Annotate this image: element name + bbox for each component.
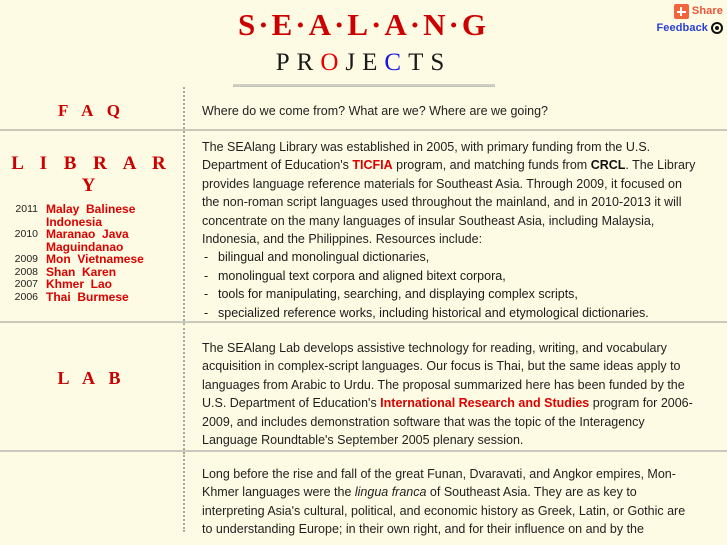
library-vertical-divider: [183, 131, 186, 321]
library-language-link[interactable]: Maranao Java: [46, 227, 129, 241]
history-vertical-divider: [183, 452, 186, 532]
lab-left-column: [0, 323, 183, 450]
library-left-column: [0, 131, 183, 321]
lab-vertical-divider: [183, 323, 186, 450]
library-year-number: 2009: [14, 253, 38, 265]
brand-letter-e: E: [362, 49, 385, 76]
history-para-part-1: Long before the rise and fall of the great Funan, Dvaravati, and Angkor empires, Mon-Khmer languages were the: [202, 467, 676, 500]
library-year-languages: [46, 216, 129, 254]
section-title-lab[interactable]: L A B: [57, 368, 126, 388]
library-resource-item: [202, 304, 697, 322]
lab-para-part-1: The SEAlang Lab develops assistive technology for reading, writing, and vocabulary acquisition in complex-script languages. Our focus is Thai, but the same ideas apply to languages from Arabic to Urdu. The proposal summarized here has been funded by the U.S. Department of Education's: [202, 341, 685, 411]
history-para-part-2: of Southeast Asia. They are as key to interpreting Asia's cultural, political, and economic history as Greek, Latin, or Gothic are to understanding Europe; in their own right, and for their influence on and by the: [202, 485, 686, 537]
library-para-part-3: . The Library provides language reference materials for Southeast Asia. Through 2009, it focused on the non-roman script languages used throughout the mainland, and in 2010-2013 it will concentrate on the many languages of insular Southeast Asia, including Malaysia, Indonesia, and the Philippines. Resources include:: [202, 158, 696, 247]
brand-letter-r: R: [296, 49, 321, 76]
faq-vertical-divider: [183, 87, 186, 129]
history-paragraph: [202, 465, 697, 539]
library-resource-item: [202, 248, 697, 266]
brand-sealang: S·E·A·L·A·N·G: [238, 7, 489, 42]
lab-link-irs[interactable]: International Research and Studies: [380, 396, 590, 411]
library-year-list: [0, 203, 183, 303]
section-faq: [0, 87, 727, 129]
library-link-ticfia[interactable]: TICFIA: [352, 158, 393, 173]
library-language-link[interactable]: Shan Karen: [46, 264, 117, 279]
library-resources-list: [202, 248, 697, 322]
bullet-dash-icon: -: [204, 287, 209, 302]
library-year-number: 2008: [14, 265, 38, 278]
target-dot-icon: [711, 22, 723, 34]
faq-text: Where do we come from? What are we? Where are we going?: [202, 104, 548, 118]
library-content: [202, 131, 727, 321]
masthead: [0, 0, 727, 87]
section-library: [0, 129, 727, 321]
library-para-part-1: The SEAlang Library was established in 2005, with primary funding from the U.S. Department of Education's: [202, 140, 651, 173]
lab-content: [202, 323, 727, 450]
library-year-number: 2006: [14, 290, 38, 303]
bullet-dash-icon: -: [204, 268, 209, 283]
bullet-dash-icon: -: [204, 305, 209, 320]
library-resource-item: [202, 267, 697, 285]
library-language-link[interactable]: Indonesia: [46, 214, 103, 229]
library-language-link[interactable]: Khmer Lao: [46, 277, 113, 291]
library-resource-label: monolingual text corpora and aligned bitext corpora,: [218, 268, 506, 283]
brand-letter-c: C: [384, 49, 409, 76]
library-language-link[interactable]: Maguindanao: [46, 239, 124, 254]
bullet-dash-icon: -: [204, 250, 209, 265]
feedback-label: Feedback: [656, 21, 708, 34]
history-content: [202, 452, 727, 537]
library-year-number: 2011: [15, 203, 38, 215]
library-paragraph: [202, 138, 697, 248]
library-year-row: [8, 216, 183, 254]
library-resource-label: bilingual and monolingual dictionaries,: [218, 250, 430, 265]
section-title-faq[interactable]: F A Q: [58, 101, 125, 120]
section-title-library[interactable]: L I B R A R Y: [11, 153, 172, 196]
library-year-number: 2007: [14, 278, 38, 290]
brand-letter-s: S: [430, 49, 452, 76]
library-link-crcl[interactable]: CRCL: [590, 158, 626, 173]
brand-letter-p: P: [275, 49, 297, 76]
brand-letter-o: O: [320, 49, 346, 76]
share-feedback-widget: [645, 4, 723, 34]
share-label: Share: [691, 5, 723, 17]
library-year-languages: [46, 291, 129, 304]
faq-content: [202, 87, 727, 129]
library-year-number: 2010: [14, 228, 38, 240]
history-para-italic: lingua franca: [354, 485, 427, 500]
plus-icon: [674, 4, 689, 19]
library-resource-label: specialized reference works, including historical and etymological dictionaries.: [218, 305, 649, 320]
brand-letter-t: T: [408, 49, 431, 76]
library-language-link[interactable]: Thai Burmese: [46, 289, 129, 304]
history-left-column: [0, 452, 183, 532]
section-history: [0, 450, 727, 537]
share-button[interactable]: [645, 4, 723, 19]
brand-projects: [0, 48, 727, 78]
lab-para-part-2: program for 2006-2009, and includes demonstration software that was the topic of the Interagency Language Roundtable's September 2005 plenary session.: [202, 396, 693, 448]
library-language-link[interactable]: Mon Vietnamese: [46, 252, 144, 266]
library-language-link[interactable]: Malay Balinese: [46, 202, 136, 216]
library-resource-item: [202, 285, 697, 303]
brand-letter-j: J: [345, 49, 363, 76]
section-lab: [0, 321, 727, 450]
faq-left-column: [0, 87, 183, 129]
library-resource-label: tools for manipulating, searching, and displaying complex scripts,: [218, 287, 578, 302]
library-para-part-2: program, and matching funds from: [392, 158, 591, 173]
lab-paragraph: [202, 339, 697, 449]
library-year-row: [8, 291, 183, 304]
feedback-button[interactable]: [645, 22, 723, 34]
